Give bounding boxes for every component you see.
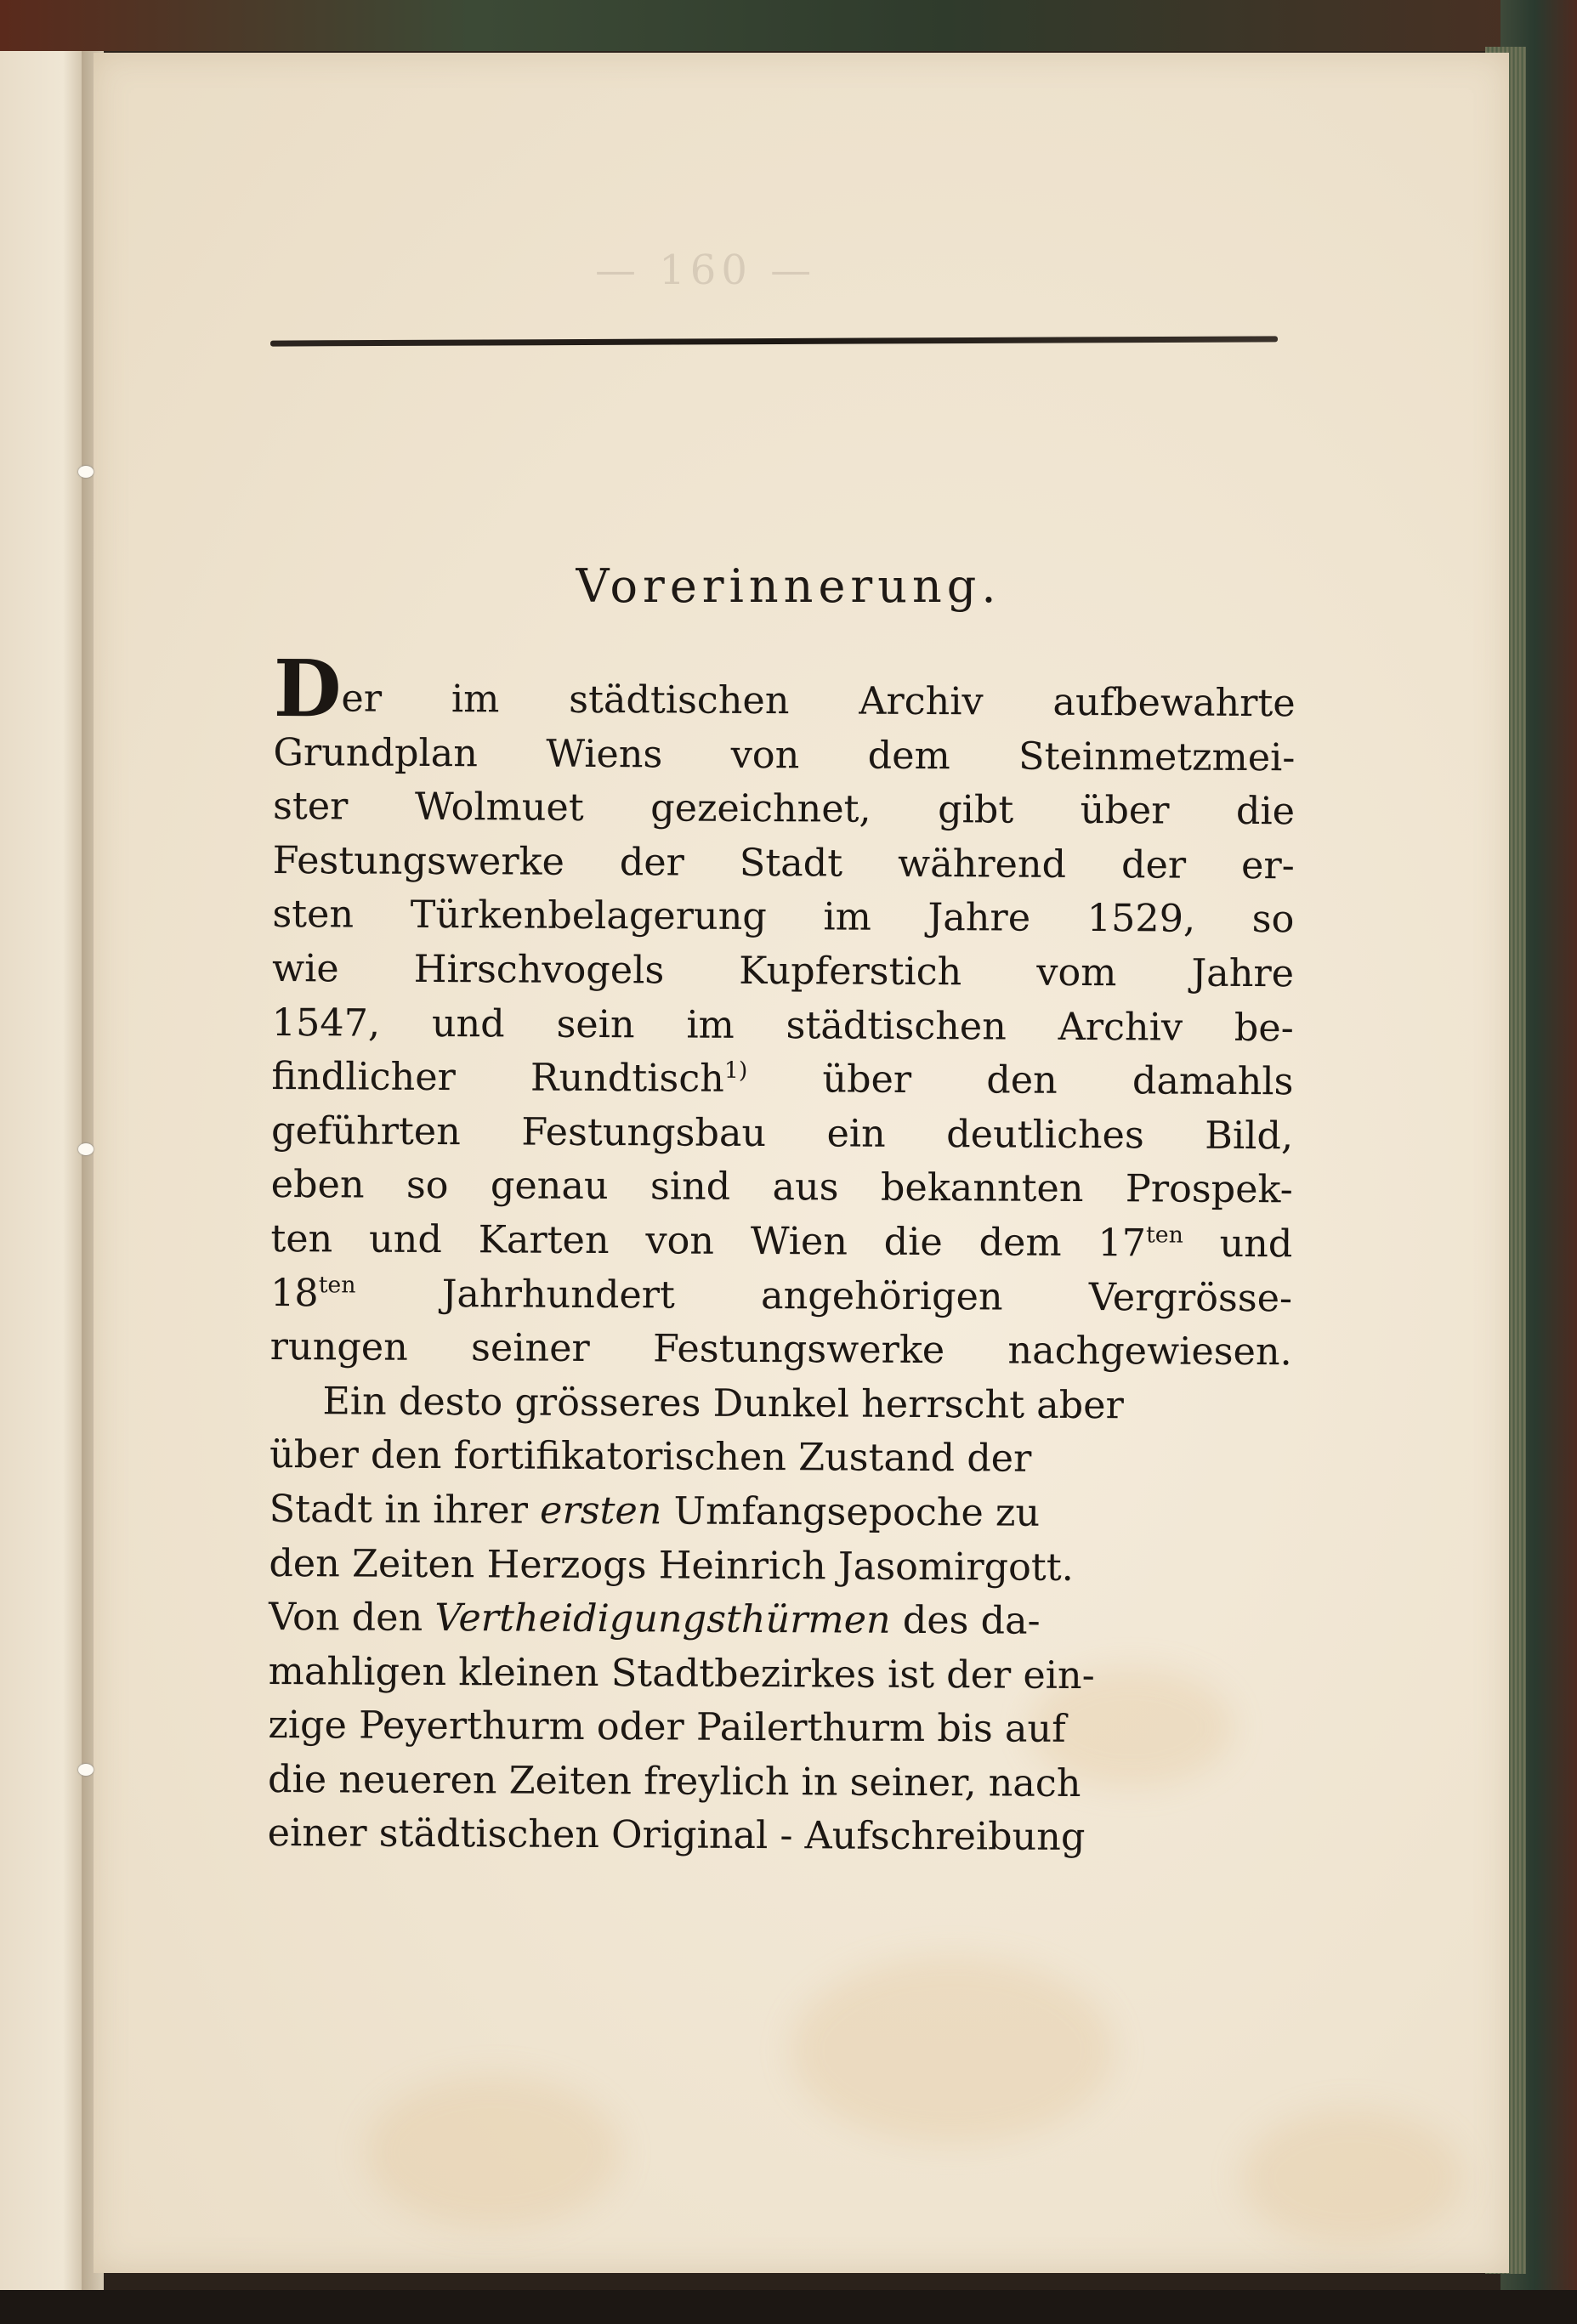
text-line: den Zeiten Herzogs Heinrich Jasomirgott. xyxy=(269,1541,1074,1590)
text-line: Festungswerke der Stadt während der er- xyxy=(272,838,1295,888)
foxing-stain xyxy=(366,2076,621,2229)
foxing-stain xyxy=(1241,2110,1462,2246)
bleed-through-page-number: — 160 — xyxy=(595,247,817,294)
paragraph-1 xyxy=(269,643,1296,1380)
text-line: 1547, und sein im städtischen Archiv be- xyxy=(271,1000,1294,1050)
section-heading: Vorerinnerung. xyxy=(576,559,1001,613)
text-line: geführten Festungsbau ein deutliches Bild, xyxy=(270,1108,1294,1159)
book-cover-bottom xyxy=(0,2290,1577,2324)
body-text xyxy=(267,643,1296,1866)
text-line: ster Wolmuet gezeichnet, gibt über die xyxy=(272,785,1296,834)
text-line: einer städtischen Original - Aufschreibung xyxy=(267,1811,1086,1860)
text-line: über den fortifikatorischen Zustand der xyxy=(269,1433,1032,1481)
text-line: ten und Karten von Wien die dem $17^{ten}$ und xyxy=(270,1216,1293,1267)
book-cover-top xyxy=(0,0,1577,51)
text-line: Stadt in ihrer ersten Umfangsepoche zu xyxy=(269,1487,1041,1535)
emphasis: ersten xyxy=(539,1488,662,1533)
text-line: rungen seiner Festungswerke nachgewiesen. xyxy=(269,1325,1292,1375)
text-line: findlicher Rundtisch$^{1)}$ über den damahls xyxy=(271,1055,1294,1104)
drop-cap: D xyxy=(273,643,342,735)
text-line: die neueren Zeiten freylich in seiner, nach xyxy=(267,1757,1081,1805)
binding-stitch xyxy=(78,466,94,478)
text-line: sten Türkenbelagerung im Jahre 1529, so xyxy=(272,893,1295,942)
text-line: zige Peyerthurm oder Pailerthurm bis auf xyxy=(268,1703,1066,1752)
emphasis: Vertheidigungsthürmen xyxy=(434,1596,891,1642)
text-line: mahligen kleinen Stadtbezirkes ist der ein- xyxy=(268,1649,1095,1698)
text-line: Ein desto grösseres Dunkel herrscht aber xyxy=(322,1380,1124,1427)
text-line: eben so genau sind aus bekannten Prospek- xyxy=(270,1163,1293,1212)
text-line: Von den Vertheidigungsthürmen des da- xyxy=(268,1596,1041,1643)
paragraph-2 xyxy=(268,1375,1292,1867)
foxing-stain xyxy=(791,1957,1114,2144)
text-line: Grundplan Wiens von dem Steinmetzmei- xyxy=(273,730,1296,779)
previous-page-edge xyxy=(0,51,90,2295)
binding-stitch xyxy=(78,1764,94,1776)
footnote-mark: 1) xyxy=(723,1057,748,1085)
text-line: $18^{ten}$ Jahrhundert angehörigen Vergrösse- xyxy=(269,1271,1293,1320)
binding-stitch xyxy=(78,1143,94,1155)
text-line: wie Hirschvogels Kupferstich vom Jahre xyxy=(271,946,1295,996)
text-line: Der im städtischen Archiv aufbewahrte xyxy=(273,643,1296,735)
